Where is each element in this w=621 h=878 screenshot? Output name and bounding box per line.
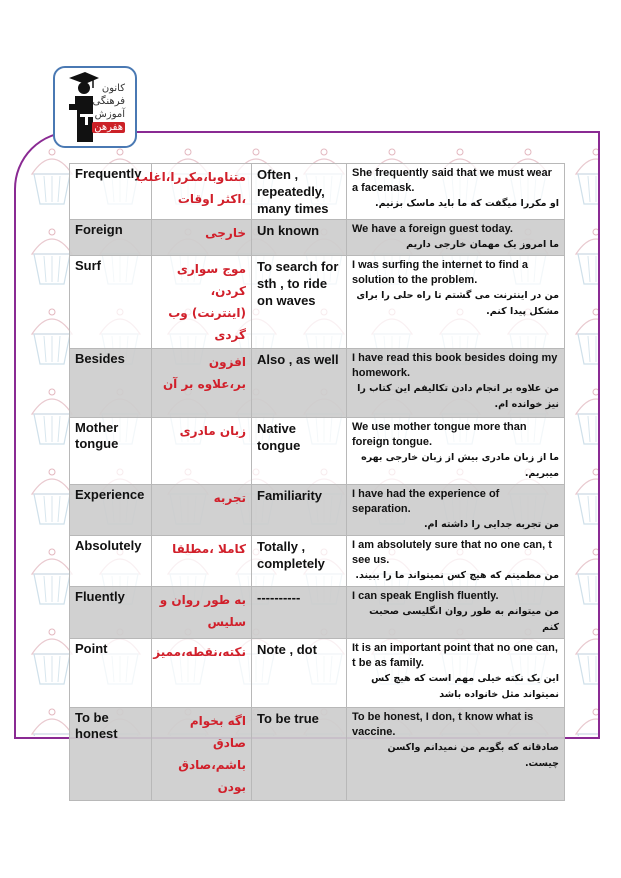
synonym-cell: Un known [252, 220, 347, 256]
persian-meaning-cell: به طور روان و سلیس [152, 587, 252, 639]
example-cell [347, 639, 565, 708]
example-cell [347, 587, 565, 639]
synonym-cell: ---------- [252, 587, 347, 639]
example-persian: صادقانه که بگویم من نمیدانم واکسن چیست. [387, 742, 559, 769]
word-cell: Experience [70, 485, 152, 536]
word-cell: Absolutely [70, 536, 152, 587]
vocabulary-table [69, 163, 565, 801]
table-row [70, 220, 565, 256]
example-english: We have a foreign guest today. [352, 223, 513, 235]
logo-text-block [91, 82, 125, 134]
word-cell: Surf [70, 256, 152, 349]
persian-meaning-cell: اگه بخوام صادق باشم،صادق بودن [152, 708, 252, 801]
table-row [70, 418, 565, 485]
logo-line-1: کانون [101, 83, 125, 94]
example-cell [347, 164, 565, 220]
word-cell: Foreign [70, 220, 152, 256]
example-english: I can speak English fluently. [352, 590, 499, 602]
word-cell: Besides [70, 349, 152, 418]
example-persian: ما از زبان مادری بیش از زبان خارجی بهره میبریم. [361, 452, 559, 479]
table-row [70, 536, 565, 587]
synonym-cell: Also , as well [252, 349, 347, 418]
example-english: I was surfing the internet to find a solution to the problem. [352, 259, 529, 286]
example-cell [347, 220, 565, 256]
example-english: It is an important point that no one can, t be as family. [352, 642, 558, 669]
persian-meaning-cell: کاملا ،مطلقا [152, 536, 252, 587]
persian-meaning-cell: نکته،نقطه،ممیز [152, 639, 252, 708]
example-cell [347, 256, 565, 349]
word-cell: Fluently [70, 587, 152, 639]
persian-meaning-cell: متناوبا،مکررا،اغلب ،اکثر اوقات [152, 164, 252, 220]
example-persian: من علاوه بر انجام دادن تکالیفم این کتاب را نیز خوانده ام. [357, 383, 559, 410]
table-row [70, 587, 565, 639]
synonym-cell: Note , dot [252, 639, 347, 708]
institute-logo [53, 66, 137, 148]
synonym-cell: Native tongue [252, 418, 347, 485]
table-row [70, 349, 565, 418]
word-cell: Frequently [70, 164, 152, 220]
persian-meaning-cell: زبان مادری [152, 418, 252, 485]
table-row [70, 256, 565, 349]
logo-line-3: آموزش [94, 109, 125, 120]
persian-meaning-cell: خارجی [152, 220, 252, 256]
table-row [70, 164, 565, 220]
example-english: To be honest, I don, t know what is vaccine. [352, 711, 534, 738]
table-row [70, 639, 565, 708]
example-persian: من در اینترنت می گشتم تا راه حلی را برای مشکل پیدا کنم. [356, 290, 559, 317]
example-cell [347, 708, 565, 801]
example-english: I am absolutely sure that no one can, t see us. [352, 539, 552, 566]
example-persian: من میتوانم به طور روان انگلیسی صحبت کنم [369, 606, 559, 633]
vocabulary-table-body [70, 164, 565, 801]
example-english: We use mother tongue more than foreign tongue. [352, 421, 527, 448]
persian-meaning-cell: موج سواری کردن،(اینترنت) وب گردی [152, 256, 252, 349]
table-row [70, 485, 565, 536]
synonym-cell: To search for sth , to ride on waves [252, 256, 347, 349]
word-cell: To be honest [70, 708, 152, 801]
logo-line-2: فرهنگی [92, 96, 125, 107]
example-english: She frequently said that we must wear a facemask. [352, 167, 552, 194]
example-english: I have had the experience of separation. [352, 488, 500, 515]
synonym-cell: Familiarity [252, 485, 347, 536]
example-cell [347, 418, 565, 485]
example-persian: من مطمینم که هیچ کس نمیتواند ما را ببیند. [355, 570, 559, 581]
synonym-cell: To be true [252, 708, 347, 801]
example-cell [347, 349, 565, 418]
example-cell [347, 485, 565, 536]
synonym-cell: Totally , completely [252, 536, 347, 587]
table-row [70, 708, 565, 801]
synonym-cell: Often , repeatedly, many times [252, 164, 347, 220]
example-persian: من تجربه جدایی را داشته ام. [423, 519, 559, 530]
example-persian: او مکررا میگفت که ما باید ماسک بزنیم. [375, 198, 559, 209]
persian-meaning-cell: تجربه [152, 485, 252, 536]
persian-meaning-cell: افزون بر،علاوه بر آن [152, 349, 252, 418]
word-cell: Point [70, 639, 152, 708]
example-cell [347, 536, 565, 587]
example-persian: این یک نکته خیلی مهم است که هیچ کس نمیتواند مثل خانواده باشد [371, 673, 559, 700]
example-english: I have read this book besides doing my homework. [352, 352, 558, 379]
word-cell: Mother tongue [70, 418, 152, 485]
logo-line-4: هفرهن [94, 122, 123, 133]
example-persian: ما امروز یک مهمان خارجی داریم [406, 239, 559, 250]
